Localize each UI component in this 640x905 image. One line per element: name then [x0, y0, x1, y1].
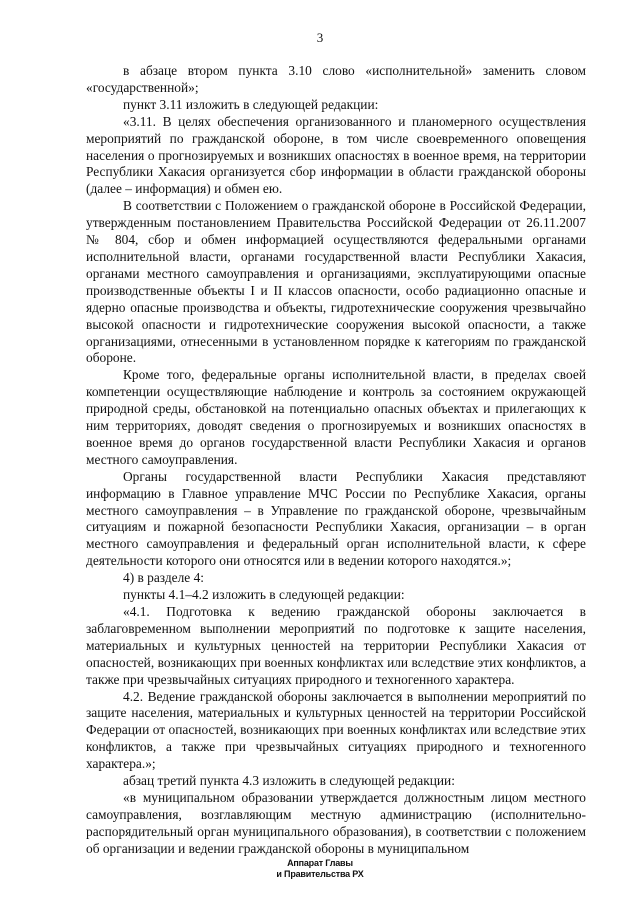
paragraph: Органы государственной власти Республики Хакасия представляют информацию в Главное управление МЧС России по Республике Хакасия, органы местного самоуправления – в Управление по гражданской обороне, чрезвычайным ситуациям и пожарной безопасности Республики Хакасия, организации – в орган местного самоуправления и федеральный орган исполнительной власти, к сфере деятельности которого они относятся или в ведении которого находятся.»;: [86, 468, 586, 569]
document-body: [86, 63, 586, 858]
paragraph: абзац третий пункта 4.3 изложить в следующей редакции:: [123, 773, 455, 789]
paragraph: «в муниципальном образовании утверждается должностным лицом местного самоуправления, возглавляющим местную администрацию (исполнительно-распорядительный орган муниципального образования), в соответствии с положением об организации и ведении гражданской обороны в муниципальном: [86, 789, 586, 856]
office-stamp: [0, 858, 640, 880]
paragraph: в абзаце втором пункта 3.10 слово «исполнительной» заменить словом «государственной»;: [86, 63, 586, 95]
paragraph: пункты 4.1–4.2 изложить в следующей редакции:: [123, 587, 405, 603]
stamp-line: Аппарат Главы: [287, 858, 353, 868]
paragraph: 4.2. Ведение гражданской обороны заключается в выполнении мероприятий по защите населения, материальных и культурных ценностей на территории Российской Федерации от опасностей, возникающих при военных конфликтах или вследствие этих конфликтов, а также при чрезвычайных ситуациях природного и техногенного характера.»;: [86, 688, 586, 772]
paragraph: «4.1. Подготовка к ведению гражданской обороны заключается в заблаговременном выполнении мероприятий по подготовке к защите населения, материальных и культурных ценностей на территории Республики Хакасия от опасностей, возникающих при военных конфликтах или вследствие этих конфликтов, а также при чрезвычайных ситуациях природного и техногенного характера.: [86, 604, 586, 687]
paragraph: Кроме того, федеральные органы исполнительной власти, в пределах своей компетенции осуществляющие наблюдение и контроль за состоянием окружающей природной среды, обстановкой на потенциально опасных объектах и прилегающих к ним территориях, доводят сведения о прогнозируемых и возникших опасностях в военное время до органов государственной власти Республики Хакасия и органов местного самоуправления.: [86, 367, 586, 467]
paragraph: В соответствии с Положением о гражданской обороне в Российской Федерации, утвержденным постановлением Правительства Российской Федерации от 26.11.2007 № 804, сбор и обмен информацией осуществляются федеральными органами исполнительной власти, органами государственной власти Республики Хакасия, органами местного самоуправления и организациями, эксплуатирующими опасные производственные объекты I и II классов опасности, особо радиационно опасные и ядерно опасные производства и объекты, гидротехнические сооружения чрезвычайно высокой опасности и гидротехнические сооружения высокой опасности, а также организациями, отнесенными в установленном порядке к категориям по гражданской обороне.: [86, 198, 586, 366]
paragraph: «3.11. В целях обеспечения организованного и планомерного осуществления мероприятий по гражданской обороне, в том числе своевременного оповещения населения о прогнозируемых и возникших опасностях в военное время, на территории Республики Хакасия организуется сбор информации в области гражданской обороны (далее – информация) и обмен ею.: [86, 113, 586, 197]
page-number: 3: [316, 30, 324, 45]
paragraph: пункт 3.11 изложить в следующей редакции:: [123, 96, 379, 112]
paragraph: 4) в разделе 4:: [123, 570, 205, 586]
stamp-line: и Правительства РХ: [276, 869, 364, 879]
